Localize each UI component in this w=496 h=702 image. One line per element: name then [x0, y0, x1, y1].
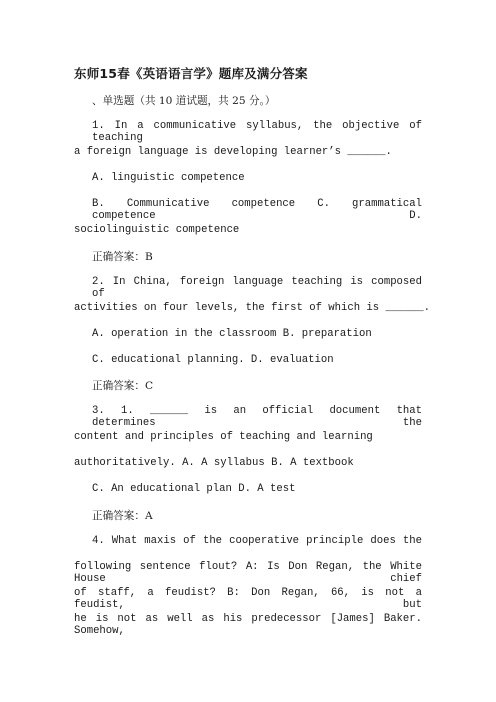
- q3-line3: authoritatively. A. A syllabus B. A textbook: [74, 457, 354, 469]
- q4-line4: he is not as well as his predecessor [James] Baker. Somehow,: [74, 613, 422, 637]
- q2-options-2: C. educational planning. D. evaluation: [92, 354, 334, 366]
- q1-answer: 正确答案：B: [92, 251, 153, 263]
- document-title: 东师15春《英语语言学》题库及满分答案: [74, 66, 308, 81]
- q4-line1: 4. What maxis of the cooperative principle does the: [92, 535, 422, 547]
- q2-answer: 正确答案：C: [92, 380, 154, 392]
- q4-line2: following sentence flout? A: Is Don Regan, the White House chief: [74, 561, 422, 585]
- q1-option-b: B. Communicative competence C. grammatical competence D.: [92, 198, 422, 222]
- q2-options-1: A. operation in the classroom B. preparation: [92, 328, 372, 340]
- q1-option-a: A. linguistic competence: [92, 172, 245, 184]
- q4-line3: of staff, a feudist? B: Don Regan, 66, is not a feudist, but: [74, 587, 422, 611]
- q1-line1: 1. In a communicative syllabus, the objective of teaching: [92, 120, 422, 144]
- section-heading: 、单选题（共 10 道试题，共 25 分。）: [92, 95, 276, 107]
- q2-line2: activities on four levels, the first of which is ______.: [74, 302, 431, 314]
- q3-line2: content and principles of teaching and learning: [74, 431, 373, 443]
- q3-answer: 正确答案：A: [92, 510, 153, 522]
- q1-option-cont: sociolinguistic competence: [74, 224, 240, 236]
- q3-options: C. An educational plan D. A test: [92, 483, 296, 495]
- q3-line1: 3. 1. ______ is an official document that determines the: [92, 405, 422, 429]
- q1-line2: a foreign language is developing learner’s ______.: [74, 146, 392, 158]
- q2-line1: 2. In China, foreign language teaching is composed of: [92, 276, 422, 300]
